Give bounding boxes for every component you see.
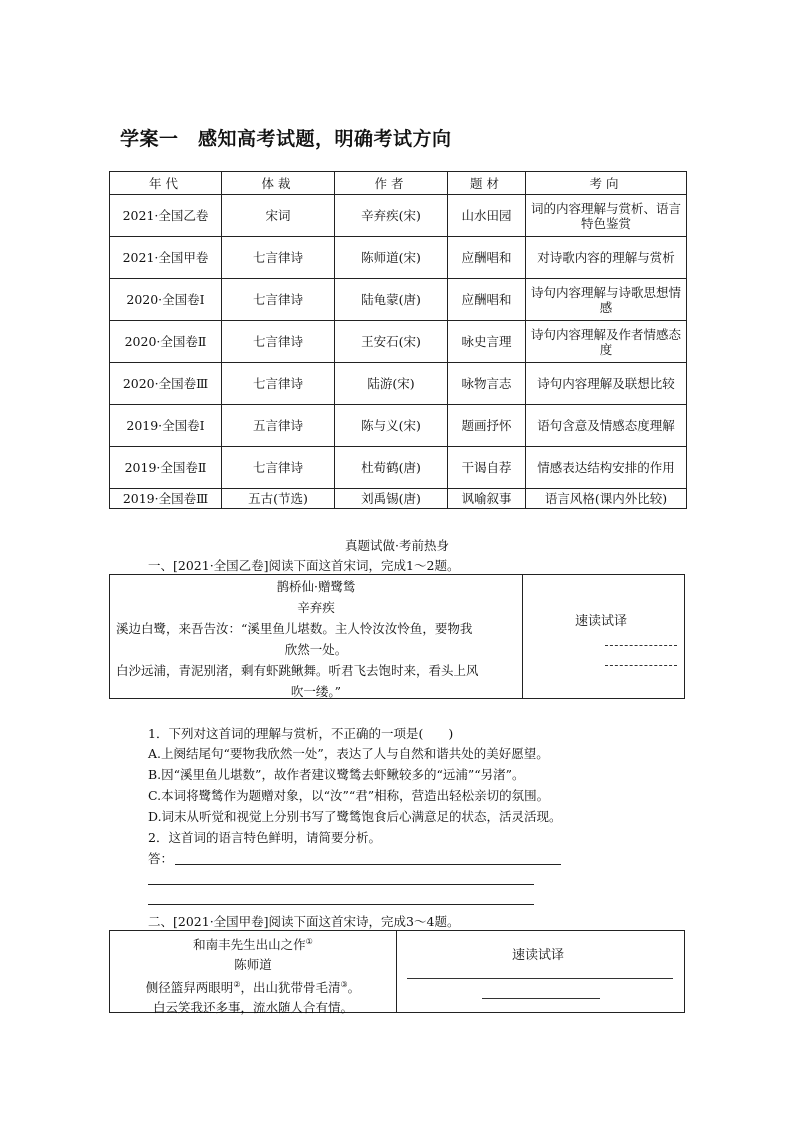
cell-focus: 词的内容理解与赏析、语言特色鉴赏: [526, 195, 687, 237]
poem-box-1: [109, 574, 685, 699]
header-year: 年代: [110, 172, 222, 195]
poem-title: 鹊桥仙·赠鹭鸶: [276, 579, 356, 594]
cell-genre: 七言律诗: [222, 279, 335, 321]
header-focus: 考向: [526, 172, 687, 195]
cell-subject: 讽喻叙事: [448, 489, 526, 509]
answer-dotted-line: [605, 665, 677, 666]
question-1-stem: 1．下列对这首词的理解与赏析，不正确的一项是( ): [148, 726, 454, 741]
cell-focus: 语句含意及情感态度理解: [526, 405, 687, 447]
speed-translate-label: 速读试译: [575, 614, 628, 629]
poem-line-part: 。: [347, 980, 361, 996]
header-subject: 题材: [448, 172, 526, 195]
table-row: [110, 489, 687, 509]
poem-title-line: [110, 932, 396, 955]
answer-dotted-line: [605, 645, 677, 646]
cell-year: 2021·全国乙卷: [110, 195, 222, 237]
table-row: [110, 447, 687, 489]
cell-focus: 诗句内容理解及作者情感态度: [526, 321, 687, 363]
cell-author: 辛弃疾(宋): [335, 195, 448, 237]
cell-author: 陈与义(宋): [335, 405, 448, 447]
cell-author: 杜荀鹤(唐): [335, 447, 448, 489]
poem-line-part: 侧径篮舁两眼明: [145, 980, 234, 996]
cell-year: 2020·全国卷Ⅱ: [110, 321, 222, 363]
answer-line: [407, 978, 673, 979]
table-row: [110, 279, 687, 321]
cell-subject: 应酬唱和: [448, 237, 526, 279]
poem-line: 白云笑我还多事，流水随人合有情。: [152, 1000, 353, 1016]
cell-focus: 情感表达结构安排的作用: [526, 447, 687, 489]
poem-title: 和南丰先生出山之作: [193, 937, 306, 953]
cell-author: 陈师道(宋): [335, 237, 448, 279]
speed-translate-label: 速读试译: [512, 948, 565, 963]
answer-line: [482, 998, 600, 999]
cell-year: 2019·全国卷Ⅰ: [110, 405, 222, 447]
cell-subject: 干谒自荐: [448, 447, 526, 489]
cell-year: 2019·全国卷Ⅲ: [110, 489, 222, 509]
poem-line: [110, 975, 396, 998]
option-a[interactable]: A.上阕结尾句“要物我欣然一处”，表达了人与自然和谐共处的美好愿望。: [148, 746, 549, 761]
poem-text-1: [110, 575, 523, 698]
answer-line[interactable]: [148, 884, 534, 885]
table-row: [110, 405, 687, 447]
cell-genre: 七言律诗: [222, 237, 335, 279]
cell-genre: 五古(节选): [222, 489, 335, 509]
header-author: 作者: [335, 172, 448, 195]
cell-subject: 咏物言志: [448, 363, 526, 405]
cell-genre: 七言律诗: [222, 447, 335, 489]
cell-subject: 应酬唱和: [448, 279, 526, 321]
cell-subject: 咏史言理: [448, 321, 526, 363]
exam-trend-table: [109, 171, 687, 509]
footnote-marker: ②: [233, 980, 241, 990]
table-header-row: [110, 172, 687, 195]
cell-subject: 题画抒怀: [448, 405, 526, 447]
poem-author: 陈师道: [234, 957, 272, 973]
answer-line[interactable]: [148, 904, 534, 905]
cell-focus: 诗句内容理解与诗歌思想情感: [526, 279, 687, 321]
table-row: [110, 321, 687, 363]
question-2-heading: 二、[2021·全国甲卷]阅读下面这首宋诗，完成3～4题。: [148, 914, 460, 929]
poem-line: 白沙远浦，青泥别渚，剩有虾跳鳅舞。听君飞去饱时来，看头上风: [116, 663, 479, 678]
poem-line-part: ，出山犹带骨毛清: [240, 980, 341, 996]
option-b[interactable]: B.因“溪里鱼儿堪数”，故作者建议鹭鸶去虾鳅较多的“远浦”“另渚”。: [148, 767, 525, 782]
footnote-marker: ①: [305, 937, 313, 946]
cell-focus: 语言风格(课内外比较): [526, 489, 687, 509]
footnote-marker: ③: [340, 980, 348, 990]
translation-area-2[interactable]: [397, 931, 684, 1012]
cell-genre: 五言律诗: [222, 405, 335, 447]
cell-year: 2021·全国甲卷: [110, 237, 222, 279]
poem-line: 吹一缕。”: [290, 684, 342, 699]
cell-subject: 山水田园: [448, 195, 526, 237]
cell-year: 2019·全国卷Ⅱ: [110, 447, 222, 489]
poem-line: 欣然一处。: [284, 642, 348, 657]
cell-genre: 七言律诗: [222, 321, 335, 363]
poem-line: 溪边白鹭，来吾告汝：“溪里鱼儿堪数。主人怜汝汝怜鱼，要物我: [116, 621, 473, 636]
cell-year: 2020·全国卷Ⅰ: [110, 279, 222, 321]
header-genre: 体裁: [222, 172, 335, 195]
cell-focus: 对诗歌内容的理解与赏析: [526, 237, 687, 279]
table-row: [110, 363, 687, 405]
answer-line[interactable]: [175, 864, 561, 865]
poem-author: 辛弃疾: [297, 600, 335, 615]
question-1-heading: 一、[2021·全国乙卷]阅读下面这首宋词，完成1～2题。: [148, 558, 460, 573]
translation-area-1[interactable]: [523, 575, 684, 698]
cell-focus: 诗句内容理解及联想比较: [526, 363, 687, 405]
cell-author: 刘禹锡(唐): [335, 489, 448, 509]
table-row: [110, 195, 687, 237]
answer-label: 答：: [148, 851, 174, 866]
page-title: 学案一 感知高考试题，明确考试方向: [120, 128, 452, 150]
question-2-stem: 2．这首词的语言特色鲜明，请简要分析。: [148, 830, 381, 845]
option-d[interactable]: D.词末从听觉和视觉上分别书写了鹭鸶饱食后心满意足的状态，活灵活现。: [148, 809, 562, 824]
poem-box-2: [109, 930, 685, 1016]
poem-text-2: [110, 931, 397, 1016]
option-c[interactable]: C.本词将鹭鸶作为题赠对象，以“汝”“君”相称，营造出轻松亲切的氛围。: [148, 788, 550, 803]
cell-genre: 宋词: [222, 195, 335, 237]
cell-genre: 七言律诗: [222, 363, 335, 405]
cell-year: 2020·全国卷Ⅲ: [110, 363, 222, 405]
table-row: [110, 237, 687, 279]
section-title: 真题试做·考前热身: [345, 538, 449, 553]
cell-author: 陆龟蒙(唐): [335, 279, 448, 321]
cell-author: 王安石(宋): [335, 321, 448, 363]
cell-author: 陆游(宋): [335, 363, 448, 405]
